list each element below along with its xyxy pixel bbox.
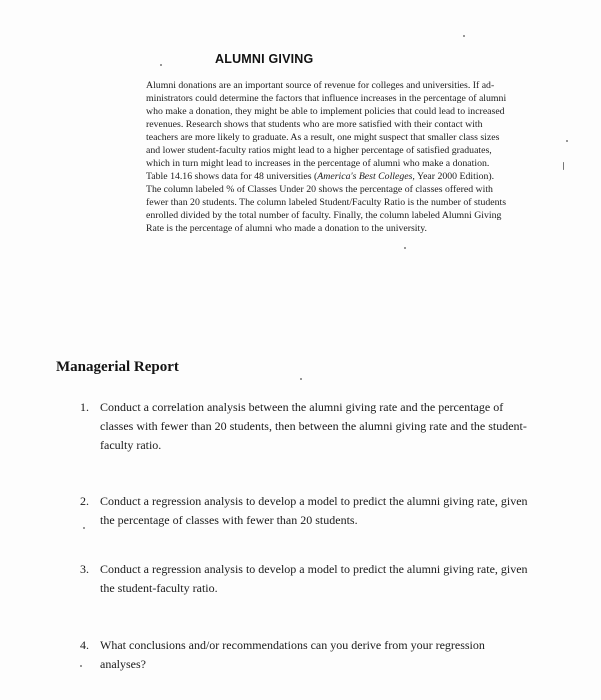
paragraph-line: who make a donation, they might be able to implement policies that could lead to increased	[146, 106, 505, 117]
paragraph-line-citation	[146, 170, 558, 183]
question-text	[100, 560, 585, 598]
question-number: 4.	[80, 638, 89, 652]
paragraph-line: which in turn might lead to increases in the percentage of alumni who make a donation.	[146, 158, 490, 169]
question-line: Conduct a correlation analysis between the alumni giving rate and the percentage of	[100, 400, 504, 414]
question-line: Conduct a regression analysis to develop a model to predict the alumni giving rate, given	[100, 494, 528, 508]
paragraph-line: fewer than 20 students. The column labeled Student/Faculty Ratio is the number of students	[146, 197, 507, 208]
paragraph-line: Rate is the percentage of alumni who made a donation to the university.	[146, 223, 427, 234]
question-text	[100, 398, 585, 455]
question-item-4	[80, 636, 585, 674]
question-line: the percentage of classes with fewer than 20 students.	[100, 513, 358, 527]
paragraph-line: ministrators could determine the factors that influence increases in the percentage of alumni	[146, 93, 507, 104]
citation-post: Year 2000 Edition).	[414, 171, 495, 182]
question-number: 3.	[80, 562, 89, 576]
scan-speck	[83, 527, 85, 529]
question-line: classes with fewer than 20 students, then between the alumni giving rate and the student-	[100, 419, 527, 433]
scan-speck	[300, 378, 302, 380]
question-number: 1.	[80, 400, 89, 414]
paragraph-line: revenues. Research shows that students who are more satisfied with their contact with	[146, 119, 483, 130]
scan-speck	[80, 665, 82, 667]
question-line: the student-faculty ratio.	[100, 581, 218, 595]
paragraph-line: enrolled divided by the total number of faculty. Finally, the column labeled Alumni Giving	[146, 210, 502, 221]
question-line: What conclusions and/or recommendations can you derive from your regression	[100, 638, 485, 652]
citation-source-title: America's Best Colleges,	[317, 171, 415, 182]
question-item-3	[80, 560, 585, 598]
paragraph-line: and lower student-faculty ratios might lead to a higher percentage of satisfied graduates,	[146, 145, 492, 156]
scan-speck	[463, 35, 465, 37]
question-item-1	[80, 398, 585, 455]
question-item-2	[80, 492, 585, 530]
question-text	[100, 492, 585, 530]
question-number: 2.	[80, 494, 89, 508]
scan-speck	[160, 64, 162, 66]
question-text	[100, 636, 585, 674]
question-line: analyses?	[100, 657, 146, 671]
paragraph-line: Alumni donations are an important source of revenue for colleges and universities. If ad-	[146, 80, 495, 91]
paragraph-line: teachers are more likely to graduate. As a result, one might suspect that smaller class sizes	[146, 132, 500, 143]
paragraph-line: The column labeled % of Classes Under 20 shows the percentage of classes offered with	[146, 184, 493, 195]
question-line: faculty ratio.	[100, 438, 162, 452]
case-title: ALUMNI GIVING	[215, 52, 314, 66]
question-line: Conduct a regression analysis to develop a model to predict the alumni giving rate, given	[100, 562, 528, 576]
scan-speck	[404, 247, 406, 249]
citation-pre: Table 14.16 shows data for 48 universities (	[146, 171, 318, 182]
case-paragraph	[146, 79, 558, 235]
scan-speck	[566, 140, 568, 142]
scan-speck	[563, 162, 564, 170]
managerial-report-heading: Managerial Report	[56, 359, 179, 375]
